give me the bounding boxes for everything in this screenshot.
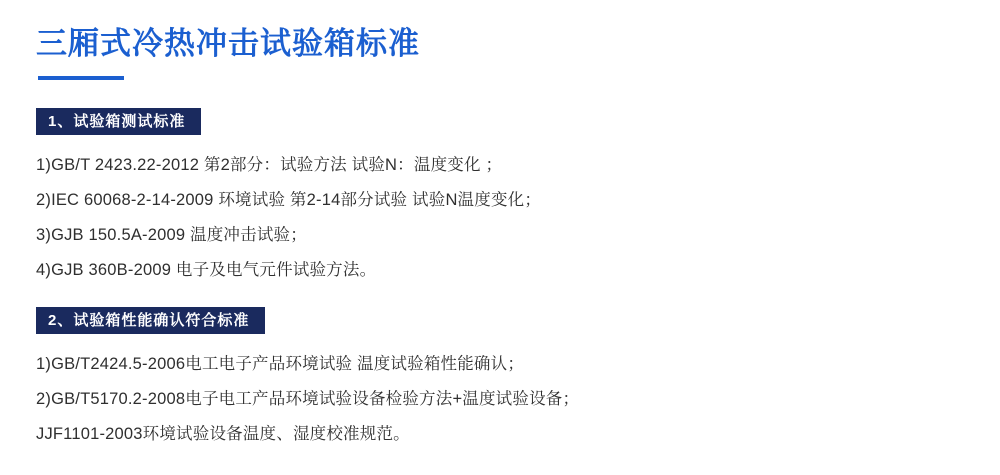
standard-line: 4)GJB 360B-2009 电子及电气元件试验方法。 [36,261,377,279]
section-heading: 1、试验箱测试标准 [36,108,201,135]
section-body [36,347,956,452]
section-test-standards [36,108,956,288]
standard-line: 2)GB/T5170.2-2008电子电工产品环境试验设备检验方法+温度试验设备； [36,390,580,408]
section-body [36,148,956,288]
section-heading: 2、试验箱性能确认符合标准 [36,307,265,334]
standard-line: 1)GB/T2424.5-2006电工电子产品环境试验 温度试验箱性能确认； [36,355,525,373]
standard-line: JJF1101-2003环境试验设备温度、湿度校准规范。 [36,425,410,443]
standard-line: 1)GB/T 2423.22-2012 第2部分：试验方法 试验N：温度变化 ； [36,156,503,174]
page-title: 三厢式冷热冲击试验箱标准 [36,26,420,61]
title-underline [38,76,124,80]
section-performance-standards [36,307,956,452]
standard-line: 2)IEC 60068-2-14-2009 环境试验 第2-14部分试验 试验N温度变化； [36,191,542,209]
standard-line: 3)GJB 150.5A-2009 温度冲击试验； [36,226,307,244]
